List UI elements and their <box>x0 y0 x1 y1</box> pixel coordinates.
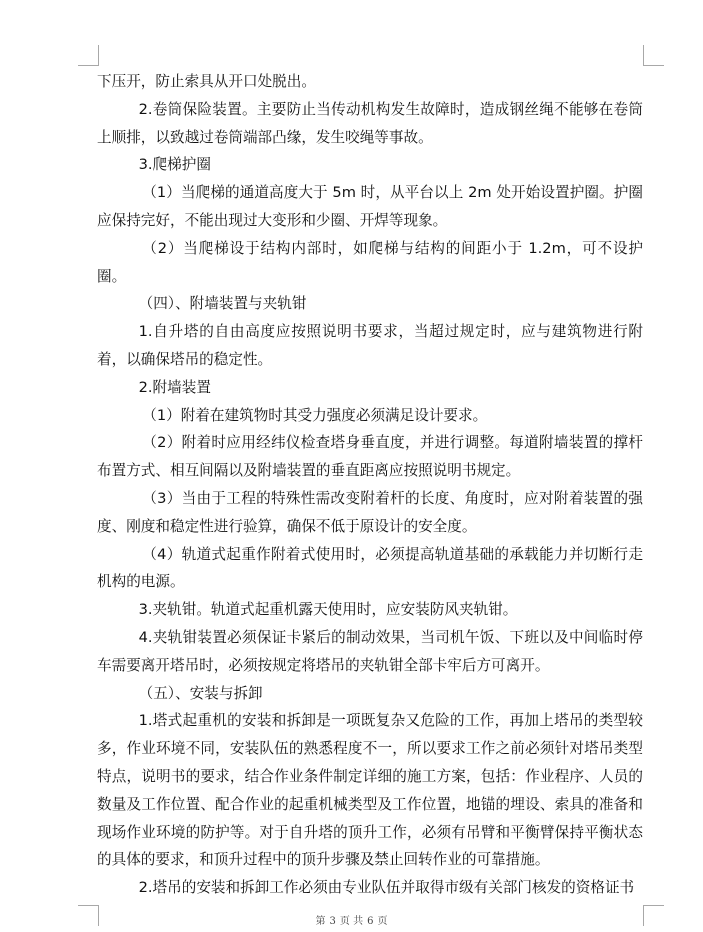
paragraph: 1.自升塔的自由高度应按照说明书要求，当超过规定时，应与建筑物进行附着，以确保塔吊的稳定性。 <box>97 323 643 368</box>
crop-mark-top-right <box>643 45 664 66</box>
footer-mid: 页 共 <box>339 916 364 927</box>
section-heading: 3.爬梯护圈 <box>138 156 211 174</box>
paragraph: （1）当爬梯的通道高度大于 5m 时，从平台以上 2m 处开始设置护圈。护圈应保持完好，不能出现过大变形和少圈、开焊等现象。 <box>97 184 643 229</box>
crop-mark-top-left <box>78 45 99 66</box>
page-number: 3 <box>329 916 336 927</box>
paragraph: 1.塔式起重机的安装和拆卸是一项既复杂又危险的工作，再加上塔吊的类型较多，作业环境不同，安装队伍的熟悉程度不一，所以要求工作之前必须针对塔吊类型特点，说明书的要求，结合作业条件制定详细的施工方案，包括：作业程序、人员的数量及工作位置、配合作业的起重机械类型及工作位置，地锚的埋设、索具的准备和现场作业环境的防护等。对于自升塔的顶升工作，必须有吊臂和平衡臂保持平衡状态的具体的要求，和顶升过程中的顶升步骤及禁止回转作业的可靠措施。 <box>97 712 643 869</box>
page-footer <box>0 912 703 927</box>
paragraph: （1）附着在建筑物时其受力强度必须满足设计要求。 <box>142 406 488 424</box>
paragraph: （2）当爬梯设于结构内部时，如爬梯与结构的间距小于 1.2m，可不设护圈。 <box>97 239 643 285</box>
paragraph: （3）当由于工程的特殊性需改变附着杆的长度、角度时，应对附着装置的强度、刚度和稳定性进行验算，确保不低于原设计的安全度。 <box>97 489 643 535</box>
paragraph: （2）附着时应用经纬仪检查塔身垂直度，并进行调整。每道附墙装置的撑杆布置方式、相互间隔以及附墙装置的垂直距离应按照说明书规定。 <box>97 434 643 480</box>
paragraph: 下压开，防止索具从开口处脱出。 <box>97 73 316 90</box>
document-body <box>97 68 643 902</box>
section-heading: （四）、附墙装置与夹轨钳 <box>138 295 307 313</box>
paragraph: （4）轨道式起重作附着式使用时，必须提高轨道基础的承载能力并切断行走机构的电源。 <box>97 545 643 591</box>
footer-suffix: 页 <box>377 916 388 927</box>
paragraph: 2.卷筒保险装置。主要防止当传动机构发生故障时，造成钢丝绳不能够在卷筒上顺排，以致越过卷筒端部凸缘，发生咬绳等事故。 <box>97 100 643 146</box>
footer-prefix: 第 <box>315 916 326 927</box>
section-heading: 2.附墙装置 <box>138 378 211 396</box>
paragraph: 3.夹轨钳。轨道式起重机露天使用时，应安装防风夹轨钳。 <box>138 601 518 619</box>
page-total: 6 <box>367 916 374 927</box>
paragraph: 4.夹轨钳装置必须保证卡紧后的制动效果，当司机午饭、下班以及中间临时停车需要离开塔吊时，必须按规定将塔吊的夹轨钳全部卡牢后方可离开。 <box>97 628 643 674</box>
paragraph: 2.塔吊的安装和拆卸工作必须由专业队伍并取得市级有关部门核发的资格证书 <box>138 879 635 897</box>
section-heading: （五）、安装与拆卸 <box>138 684 263 702</box>
